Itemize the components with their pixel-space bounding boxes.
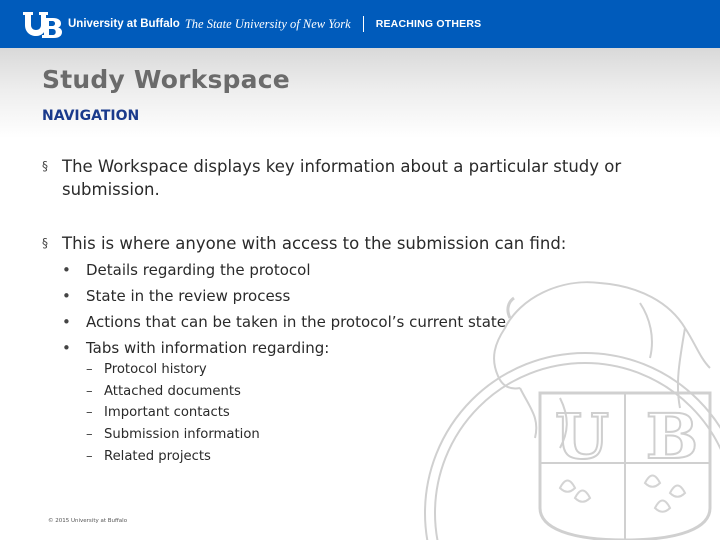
sub-bullet-protocol-details [60,257,311,283]
tab-item-text: Important contacts [104,405,230,420]
sub-bullet-marker: • [62,339,71,357]
sub-bullet-text: Actions that can be taken in the protocol’s current state [86,313,506,331]
seal-watermark-icon [410,258,720,540]
tab-item-important-contacts [86,402,230,424]
tab-item-attached-documents [86,381,241,403]
dash-marker: – [86,362,93,377]
svg-text:U: U [554,400,610,473]
bullet-text: The Workspace displays key information about a particular study or submission. [62,157,622,199]
bullet-access-find [42,232,692,255]
bullet-text: This is where anyone with access to the submission can find: [62,234,567,253]
sub-bullet-marker: • [62,261,71,279]
bullet-marker: § [42,236,48,250]
banner-divider [363,16,364,32]
tab-item-submission-information [86,424,260,446]
slide-title: Study Workspace [42,65,290,94]
tagline: REACHING OTHERS [375,18,482,30]
sub-bullet-text: Details regarding the protocol [86,261,311,279]
sub-bullet-text: Tabs with information regarding: [86,339,330,357]
tab-item-text: Submission information [104,427,260,442]
dash-marker: – [86,427,93,442]
sub-bullet-text: State in the review process [86,287,291,305]
bullet-workspace-displays [42,155,692,201]
slide-subtitle: NAVIGATION [42,108,140,124]
university-name: University at Buffalo [68,18,180,30]
banner-text [68,14,481,34]
tab-item-text: Related projects [104,449,211,464]
tab-item-text: Attached documents [104,384,241,399]
svg-text:B: B [645,400,699,473]
copyright-footer: © 2015 University at Buffalo [48,518,128,524]
dash-marker: – [86,384,93,399]
dash-marker: – [86,405,93,420]
header-banner [0,0,720,48]
sub-bullet-marker: • [62,313,71,331]
bullet-marker: § [42,159,48,173]
ub-logo-icon [22,10,62,38]
dash-marker: – [86,449,93,464]
sub-bullet-actions [60,309,506,335]
tab-item-related-projects [86,446,211,468]
tab-item-protocol-history [86,359,207,381]
sub-bullet-tabs [60,335,329,361]
sub-bullet-review-state [60,283,290,309]
sub-bullet-marker: • [62,287,71,305]
university-subtitle: The State University of New York [184,16,351,31]
tab-item-text: Protocol history [104,362,207,377]
